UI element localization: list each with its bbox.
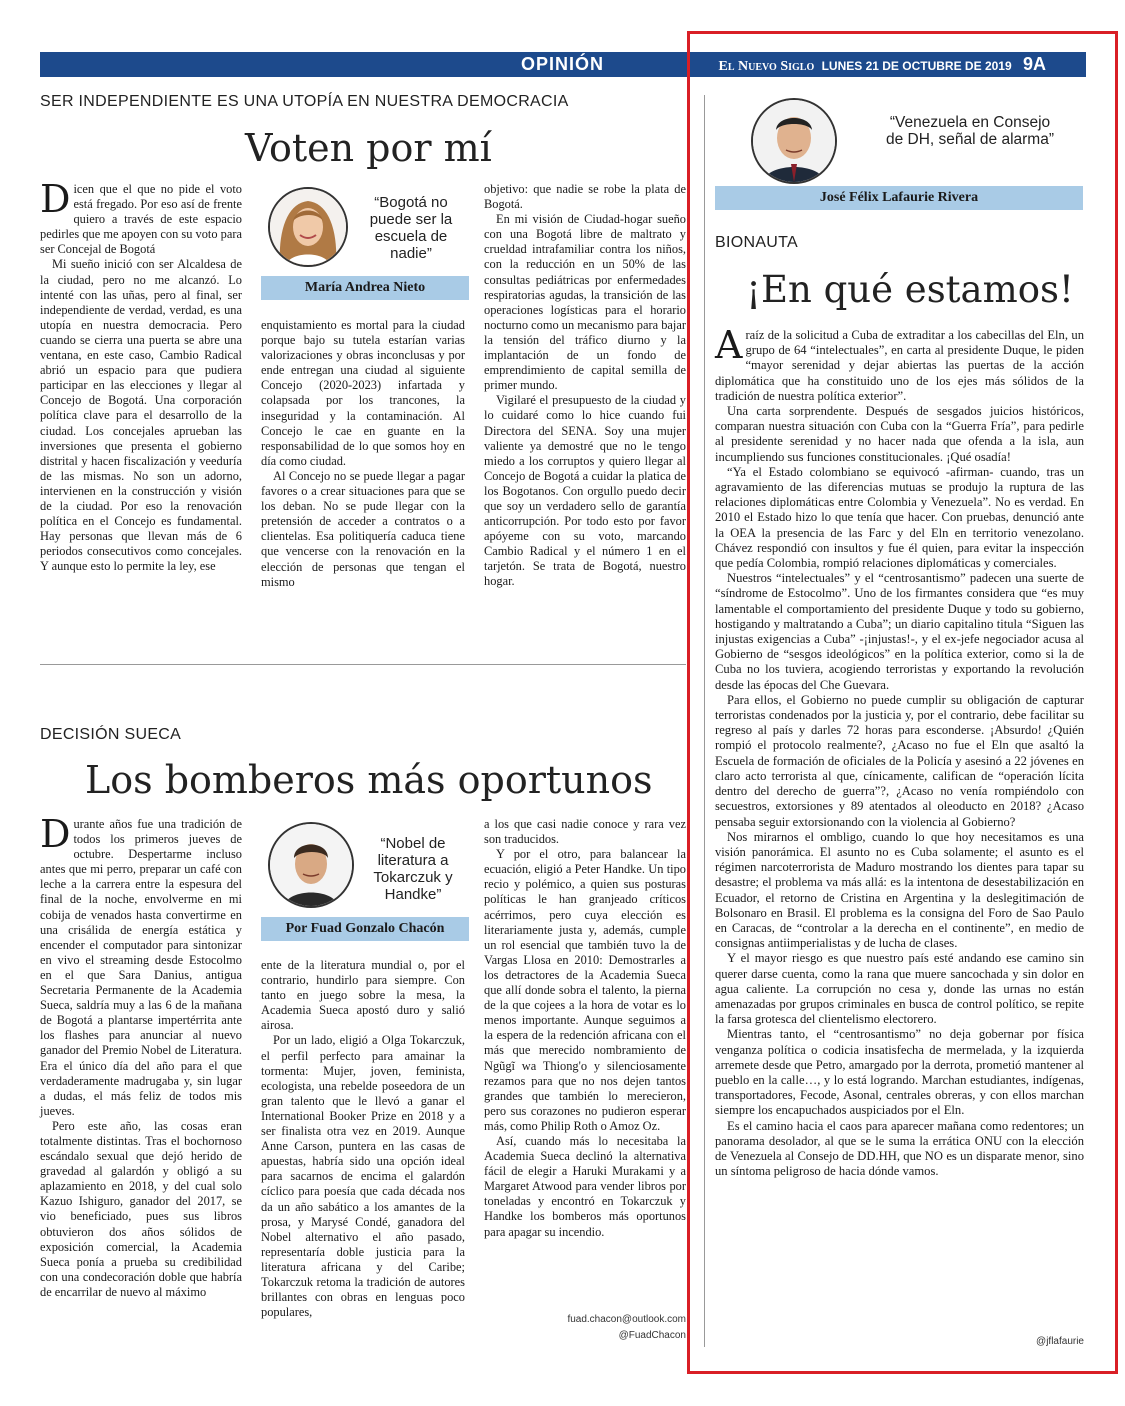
article1-paragraph: Al Concejo no se puede llegar a pagar favores o a crear situaciones para que se los deban. No se pude llegar con la pretensión de acceder a contratos o a clientelas. Esa politiquería caduca tiene que vencerse con la renovación en la elección de personas que tengan el mismo <box>261 468 465 589</box>
article2-column-3 <box>484 817 686 1240</box>
article2-author-name: Por Fuad Gonzalo Chacón <box>261 917 469 941</box>
article3-headline: ¡En qué estamos! <box>746 268 1074 311</box>
article3-paragraph: Es el camino hacia el caos para aparecer mañana como redentores; un panorama desolador, al que se le suma la errática ONU con la elección de Venezuela al Consejo de DD.HH, que NO es un disparate menor, sino un síntoma peligroso de hacia dónde vamos. <box>715 1118 1084 1179</box>
article1-author-name: María Andrea Nieto <box>261 276 469 300</box>
article2-email: fuad.chacon@outlook.com <box>567 1314 686 1325</box>
article2-paragraph: ente de la literatura mundial o, por el contrario, hundirlo para siempre. Con tanto en juego sobre la mesa, la Academia Sueca apostó duro y salió airosa. <box>261 958 465 1033</box>
article2-headline: Los bomberos más oportunos <box>85 758 653 802</box>
article1-column-2 <box>261 318 465 590</box>
article2-kicker: DECISIÓN SUECA <box>40 726 182 743</box>
article3-author-quote: “Venezuela en Consejo de DH, señal de alarma” <box>886 114 1054 148</box>
article1-paragraph: Mi sueño inició con ser Alcaldesa de la ciudad, pero no me alcanzó. Lo intenté con las uñas, pero al final, ser independiente de verdad, verdad, es una utopía en nuestra democracia. Pero cuando se cierra una puerta se abre una ventana, en este caso, Cambio Radical abrió un espacio para que pudiera participar en las elecciones y llegar al Concejo de Bogotá. Una corporación política clave para el desarrollo de la ciudad. Los concejales aprueban las inversiones que presenta el gobierno distrital y hacen fiscalización y veeduría de las mismas. No son un adorno, intervienen en la construcción y visión de la ciudad. Por eso la renovación política en el Concejo es fundamental. Hay personas que llevan más de 6 periodos consecutivos como concejales. Y aunque esto lo permite la ley, ese <box>40 257 242 574</box>
author-avatar <box>751 98 837 184</box>
article2-author-box <box>261 819 469 941</box>
section-name: OPINIÓN <box>520 54 604 74</box>
article3-paragraph: Para ellos, el Gobierno no puede cumplir su obligación de capturar terroristas condenados por la justicia y, por el contrario, debe facilitar su regreso al país y darles 72 horas para esconderse. ¡Absurdo! ¿Quién rompió el protocolo realmente?, ¿Acaso no fue el Eln que asaltó la Escuela de formación de oficiales de la Policía y asesinó a 22 jóvenes en claro acto terrorista al que, cínicamente, califican de “operación lícita dentro del derecho de guerra”?, ¿Acaso no venía rompiéndolo con secuestros, extorsiones y 89 atentados al oleoducto en 2018? ¿Acaso pensaba seguir extorsionando con la violencia al Gobierno? <box>715 692 1084 829</box>
article3-paragraph: Y el mayor riesgo es que nuestro país esté andando ese camino sin querer darse cuenta, como la rana que muere sancochada y sin dolor en agua caliente. La corrupción no cesa y, donde las urnas no están amenazadas por grupos criminales en busca de control político, se repite la farsa grotesca del clientelismo electorero. <box>715 951 1084 1027</box>
article2-paragraph: a los que casi nadie conoce y rara vez son traducidos. <box>484 817 686 847</box>
article2-paragraph: Así, cuando más lo necesitaba la Academia Sueca declinó la alternativa fácil de elegir a Haruki Murakami y a Margaret Atwood para vender libros por toneladas y encontró en Tokarczuk y Handke los bomberos más oportunos para apagar su incendio. <box>484 1133 686 1239</box>
article3-kicker: BIONAUTA <box>715 234 799 251</box>
drop-cap: D <box>40 812 71 856</box>
article3-paragraph: Nos mirarnos el ombligo, cuando lo que hoy necesitamos es una visión panorámica. El asunto no es Cuba solamente; el asunto es el régimen narcoterrorista de Maduro mostrando los dientes para tapar su desastre; el problema va más allá: es la intentona de desestabilización en Ecuador, el retorno de Cristina en Argentina y la deslegitimación de Bolsonaro en Brasil. El problema es la consigna del Foro de Sao Paulo en Caracas, de “controlar a la derecha en el continente”, en medio de consignas antiimperialistas y de lucha de clases. <box>715 829 1084 951</box>
article3-paragraph: Araíz de la solicitud a Cuba de extraditar a los cabecillas del Eln, un grupo de 64 “intelectuales”, en carta al presidente Duque, le piden “mayor serenidad y dejar abiertas las puertas de la acción diplomática que ha constituido uno de los ejes más sólidos de la tradición de nuestra política exterior”. <box>715 323 1084 403</box>
article3-paragraph: Una carta sorprendente. Después de sesgados juicios históricos, comparan nuestra situación con Cuba con la “Guerra Fría”, para pedirle al presidente serenidad y no hacer nada que ofenda a la isla, aun incumpliendo sus funciones constitucionales. ¡Qué osadía! <box>715 404 1084 464</box>
article1-paragraph: Vigilaré el presupuesto de la ciudad y lo cuidaré como lo hice cuando fui Directora del SENA. Soy una mujer valiente ya demostré que no le tengo miedo a los corruptos y quiero llegar al Concejo de Bogotá a cuidar la platica de los Bogotanos. Con orgullo puedo decir que soy un verdadero sello de garantía anticorrupción. Por todo esto por favor apóyeme con su voto, marcando Cambio Radical y el número 1 en el tarjetón. Se trata de Bogotá, nuestro hogar. <box>484 393 686 589</box>
drop-cap: D <box>40 177 71 221</box>
article1-paragraph: En mi visión de Ciudad-hogar sueño con una Bogotá libre de maltrato y crueldad intrafamiliar contra los niños, con la reducción en un 50% de las consultas pediátricas por enfermedades respiratorias agudas, la transición de las operaciones logísticas para el horario nocturno como un mecanismo para bajar la tensión del tráfico diurno y la implantación de un fondo de emprendimiento de capital semilla de primer mundo. <box>484 212 686 393</box>
article2-paragraph: Durante años fue una tradición de todos los primeros jueves de octubre. Despertarme incluso antes que mi perro, preparar un café con leche a la carrera entre la espesura del final de la noche, envolverme en mi cobija de venados hasta convertirme en una crisálida de energía estática y encender el computador para sintonizar en vivo el streaming desde Estocolmo en el que Sara Danius, antigua Secretaria Permanente de la Academia Sueca, saldría muy a las 6 de la mañana de Bogotá a plantarse impertérrita ante los flashes para anunciar al nuevo ganador del Premio Nobel de Literatura. Era el único día del año para el que verdaderamente madrugaba y, sin lugar a dudas, el más feliz de todos mis jueves. <box>40 812 242 1118</box>
man-portrait-icon <box>270 824 352 906</box>
article2-paragraph: Por un lado, eligió a Olga Tokarczuk, el perfil perfecto para amainar la tormenta: Mujer, joven, feminista, ecologista, una rebelde poseedora de un gran talento que le llevó a ganar el International Booker Prize en 2018 y a ser finalista otra vez en 2019. Aunque Anne Carson, puntera en las casas de apuestas, habría sido una opción ideal para sacarnos de encima el galardón cíclico para poesía que cada década nos da un año sabático a los amantes de la prosa, y Marysé Condé, ganadora del Nobel alternativo el año pasado, representaría doble justicia para la literatura africana y del Caribe; Tokarczuk retoma la tradición de autores brillantes con obras en lenguas poco populares, <box>261 1033 465 1320</box>
article2-paragraph: Y por el otro, para balancear la ecuación, eligió a Peter Handke. Un tipo recio y polémico, a quien sus posturas políticas le han granjeado críticos acérrimos, pero cuya elección es literariamente justa y, además, cumple un rol esencial que también tuvo la de Vargas Llosa en 2010: Demostrarles a los detractores de la Academia Sueca que allí donde sobra el talento, la pierna de la que cojees a la hora de votar es lo menos importante. Aunque seguimos a la espera de la redención africana con el más que merecido nombramiento de Ngũgĩ wa Thiong'o y silenciosamente rezamos para que no nos dejen tantos grandes que también lo merecieron, pero sus corazones no pudieron esperar más, como Philip Roth o Amoz Oz. <box>484 847 686 1133</box>
article3-author-name: José Félix Lafaurie Rivera <box>715 186 1083 210</box>
article3-paragraph: “Ya el Estado colombiano se equivocó -afirman- cuando, tras un agravamiento de las diferencias mutuas se produjo la ruptura de las relaciones diplomáticas entre Colombia y Venezuela”. No es verdad. En 2010 el Estado hizo lo que tenía que hacer. Con pruebas, denunció ante la OEA la presencia de las Farc y del Eln en territorio venezolano. Chávez respondió con insultos y fue él quien, para evitar la inspección que pedía Colombia, rompió relaciones diplomáticas y comerciales. <box>715 464 1084 571</box>
article1-paragraph: enquistamiento es mortal para la ciudad porque bajo su tutela estarían varias valorizaciones y obras inconclusas y por ende entregan una ciudad al siguiente Concejo (2020-2023) infartada y colapsada por los trancones, la inseguridad y la contaminación. Al Concejo le cae en guante en la responsabilidad de lo que somos hoy en día como ciudad. <box>261 318 465 468</box>
article3-paragraph: Nuestros “intelectuales” y el “centrosantismo” padecen una suerte de “síndrome de Estocolmo”. Uno de los firmantes considera que “es muy lamentable el comportamiento del presidente Duque y todo su gobierno, hostigando y maltratando a Cuba”; un diario capitalino titula “Siguen las injustas exigencias a Cuba” -¡injustas!-, y el ex-jefe negociador acusa al Gobierno de “sesgos ideológicos” en la política exterior, como si la de Cuba no los tuviera, acogiendo terroristas y exportando la revolución desde las épocas del Che Guevara. <box>715 571 1084 692</box>
article1-paragraph: objetivo: que nadie se robe la plata de Bogotá. <box>484 182 686 212</box>
author-avatar <box>268 187 348 267</box>
article3-column <box>715 323 1084 1179</box>
page-number: 9A <box>1022 54 1046 74</box>
article3-handle: @jflafaurie <box>1036 1336 1084 1347</box>
article2-column-2 <box>261 958 465 1320</box>
newspaper-name: El Nuevo Siglo <box>718 59 815 74</box>
drop-cap: A <box>715 323 743 367</box>
article1-column-1 <box>40 177 242 574</box>
article1-column-3 <box>484 182 686 590</box>
woman-portrait-icon <box>270 189 346 265</box>
article2-author-quote: “Nobel de literatura a Tokarczuk y Handke” <box>373 835 453 903</box>
article1-kicker: SER INDEPENDIENTE ES UNA UTOPÍA EN NUESTRA DEMOCRACIA <box>40 93 569 110</box>
column-rule <box>704 95 705 1347</box>
article1-paragraph: Dicen que el que no pide el voto está fregado. Por eso así de frente quiero a través de este espacio pedirles que me apoyen con su voto para ser Concejal de Bogotá <box>40 177 242 257</box>
article2-paragraph: Pero este año, las cosas eran totalmente distintas. Tras el bochornoso escándalo sexual que dejó herido de gravedad al galardón y obligó a su aplazamiento en 2018, y del cual solo Kazuo Ishiguro, ganador del 2017, se vio beneficiado, pues sus libros obtuvieron dos años sólidos de exposición comercial, la Academia Sueca ponía a prueba su credibilidad con una condecoración doble que habría de encarrilar de nuevo al máximo <box>40 1118 242 1299</box>
article1-headline: Voten por mí <box>245 126 492 170</box>
issue-date: LUNES 21 DE OCTUBRE DE 2019 <box>821 59 1012 73</box>
article3-author-box <box>715 96 1083 210</box>
article1-author-quote: “Bogotá no puede ser la escuela de nadie” <box>369 194 453 262</box>
article2-handle: @FuadChacon <box>618 1330 686 1341</box>
author-avatar <box>268 822 354 908</box>
article3-paragraph: Mientras tanto, el “centrosantismo” no deja gobernar por física venganza política o codicia insatisfecha de mermelada, y la izquierda arremete desde que Petro, amargado por la derrota, prometió mantener al pueblo en la calle…, y lo está logrando. Marchan estudiantes, indígenas, transportadores, Fecode, Asonal, centrales obreras, y con ellos marchan siempre los encapuchados auspiciados por el Eln. <box>715 1027 1084 1118</box>
article2-column-1 <box>40 812 242 1300</box>
section-divider <box>40 664 686 665</box>
article1-author-box <box>261 184 469 300</box>
man-portrait-icon <box>753 100 835 182</box>
